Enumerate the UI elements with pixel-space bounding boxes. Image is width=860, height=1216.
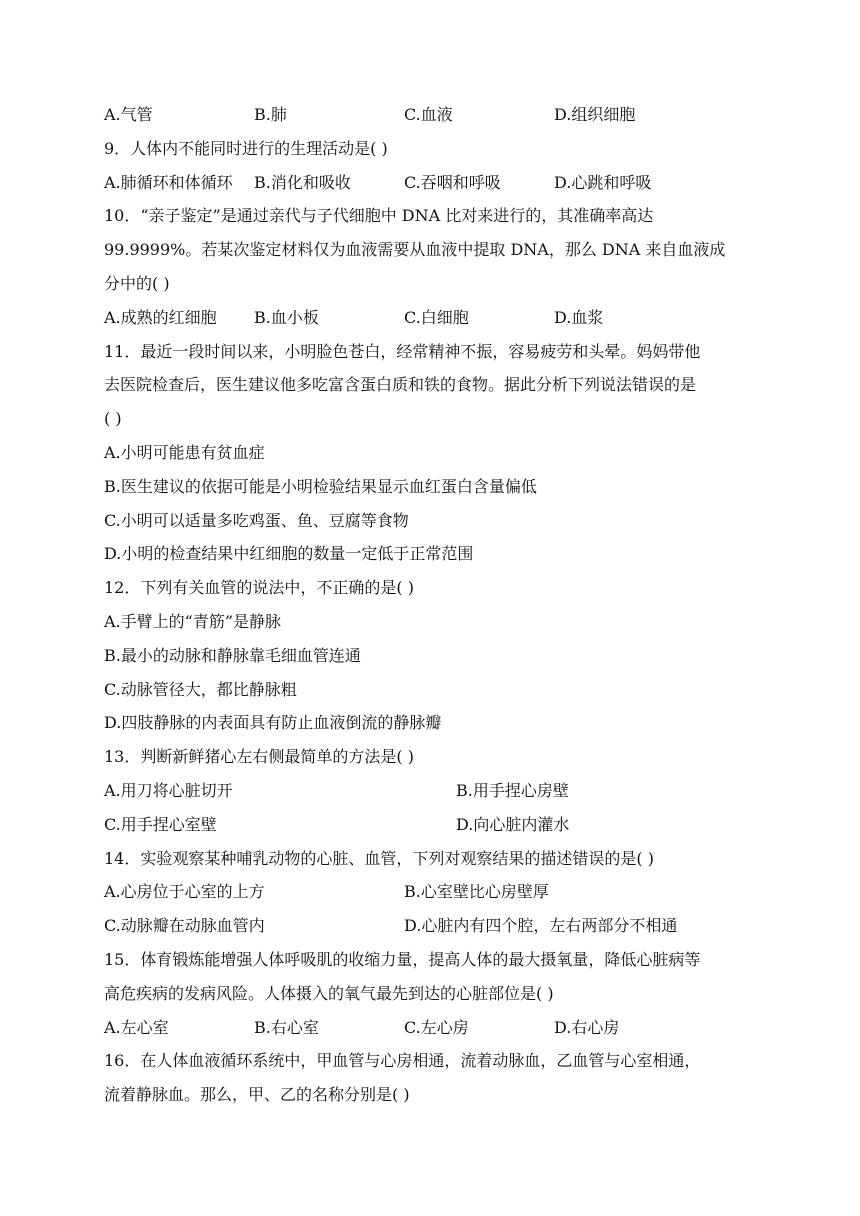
- q14-options-row-1: [104, 875, 754, 909]
- q8-option-b[interactable]: B.肺: [254, 105, 287, 124]
- q12-option-a[interactable]: A.手臂上的“青筋”是静脉: [104, 611, 282, 631]
- q8-option-d[interactable]: D.组织细胞: [554, 105, 636, 124]
- q8-option-c[interactable]: C.血液: [404, 105, 453, 124]
- q12-option-b[interactable]: B.最小的动脉和静脉靠毛细血管连通: [104, 645, 361, 665]
- q13-option-c[interactable]: C.用手捏心室壁: [104, 814, 217, 834]
- q15-options: [104, 1011, 754, 1045]
- q15-option-c[interactable]: C.左心房: [404, 1017, 469, 1037]
- q9-stem: 9．人体内不能同时进行的生理活动是( ): [104, 138, 388, 158]
- q9-option-c[interactable]: C.吞咽和呼吸: [404, 172, 501, 192]
- q10-stem-line-2: 99.9999%。若某次鉴定材料仅为血液需要从血液中提取 DNA，那么 DNA 来自血液成: [104, 240, 726, 260]
- q13-stem: 13．判断新鲜猪心左右侧最简单的方法是( ): [104, 747, 414, 767]
- q14-option-c[interactable]: C.动脉瓣在动脉血管内: [104, 916, 265, 936]
- q13-option-d[interactable]: D.向心脏内灌水: [456, 814, 570, 834]
- q10-option-b[interactable]: B.血小板: [254, 307, 319, 327]
- q14-option-d[interactable]: D.心脏内有四个腔，左右两部分不相通: [404, 916, 678, 936]
- q15-option-b[interactable]: B.右心室: [254, 1017, 319, 1037]
- q16-stem-line-2: 流着静脉血。那么，甲、乙的名称分别是( ): [104, 1085, 410, 1105]
- q10-option-a[interactable]: A.成熟的红细胞: [104, 307, 217, 327]
- q8-options: [104, 98, 754, 132]
- q11-option-c[interactable]: C.小明可以适量多吃鸡蛋、鱼、豆腐等食物: [104, 510, 409, 530]
- q15-stem-line-2: 高危疾病的发病风险。人体摄入的氧气最先到达的心脏部位是( ): [104, 983, 554, 1003]
- q9-option-d[interactable]: D.心跳和呼吸: [554, 172, 652, 192]
- q13-option-a[interactable]: A.用刀将心脏切开: [104, 780, 233, 800]
- q10-stem-line-1: 10．“亲子鉴定”是通过亲代与子代细胞中 DNA 比对来进行的，其准确率高达: [104, 206, 654, 226]
- q13-options-row-1: [104, 774, 754, 808]
- q12-option-d[interactable]: D.四肢静脉的内表面具有防止血液倒流的静脉瓣: [104, 713, 442, 733]
- q10-option-c[interactable]: C.白细胞: [404, 307, 469, 327]
- q12-stem: 12．下列有关血管的说法中，不正确的是( ): [104, 578, 414, 598]
- q16-stem-line-1: 16．在人体血液循环系统中，甲血管与心房相通，流着动脉血，乙血管与心室相通，: [104, 1051, 701, 1071]
- q15-stem-line-1: 15．体育锻炼能增强人体呼吸肌的收缩力量，提高人体的最大摄氧量，降低心脏病等: [104, 949, 701, 969]
- q9-options: [104, 166, 754, 200]
- q13-option-b[interactable]: B.用手捏心房壁: [456, 780, 569, 800]
- q11-stem-line-2: 去医院检查后，医生建议他多吃富含蛋白质和铁的食物。据此分析下列说法错误的是: [104, 375, 697, 395]
- q15-option-d[interactable]: D.右心房: [554, 1017, 620, 1037]
- q14-stem: 14．实验观察某种哺乳动物的心脏、血管，下列对观察结果的描述错误的是( ): [104, 848, 654, 868]
- q15-option-a[interactable]: A.左心室: [104, 1017, 169, 1037]
- q9-option-b[interactable]: B.消化和吸收: [254, 172, 351, 192]
- q14-option-a[interactable]: A.心房位于心室的上方: [104, 882, 265, 902]
- q14-options-row-2: [104, 909, 754, 943]
- q10-options: [104, 301, 754, 335]
- q9-option-a[interactable]: A.肺循环和体循环: [104, 172, 233, 192]
- q8-option-a[interactable]: A.气管: [104, 105, 153, 124]
- q13-options-row-2: [104, 808, 754, 842]
- question-list: [104, 98, 754, 1112]
- q12-option-c[interactable]: C.动脉管径大，都比静脉粗: [104, 679, 297, 699]
- q11-option-b[interactable]: B.医生建议的依据可能是小明检验结果显示血红蛋白含量偏低: [104, 476, 537, 496]
- q10-option-d[interactable]: D.血浆: [554, 307, 604, 327]
- q11-stem-line-1: 11．最近一段时间以来，小明脸色苍白，经常精神不振，容易疲劳和头晕。妈妈带他: [104, 341, 701, 361]
- q11-option-d[interactable]: D.小明的检查结果中红细胞的数量一定低于正常范围: [104, 544, 474, 564]
- q11-option-a[interactable]: A.小明可能患有贫血症: [104, 442, 265, 462]
- q10-stem-line-3: 分中的( ): [104, 273, 170, 293]
- q14-option-b[interactable]: B.心室壁比心房壁厚: [404, 882, 549, 902]
- q11-stem-line-3: ( ): [104, 409, 122, 429]
